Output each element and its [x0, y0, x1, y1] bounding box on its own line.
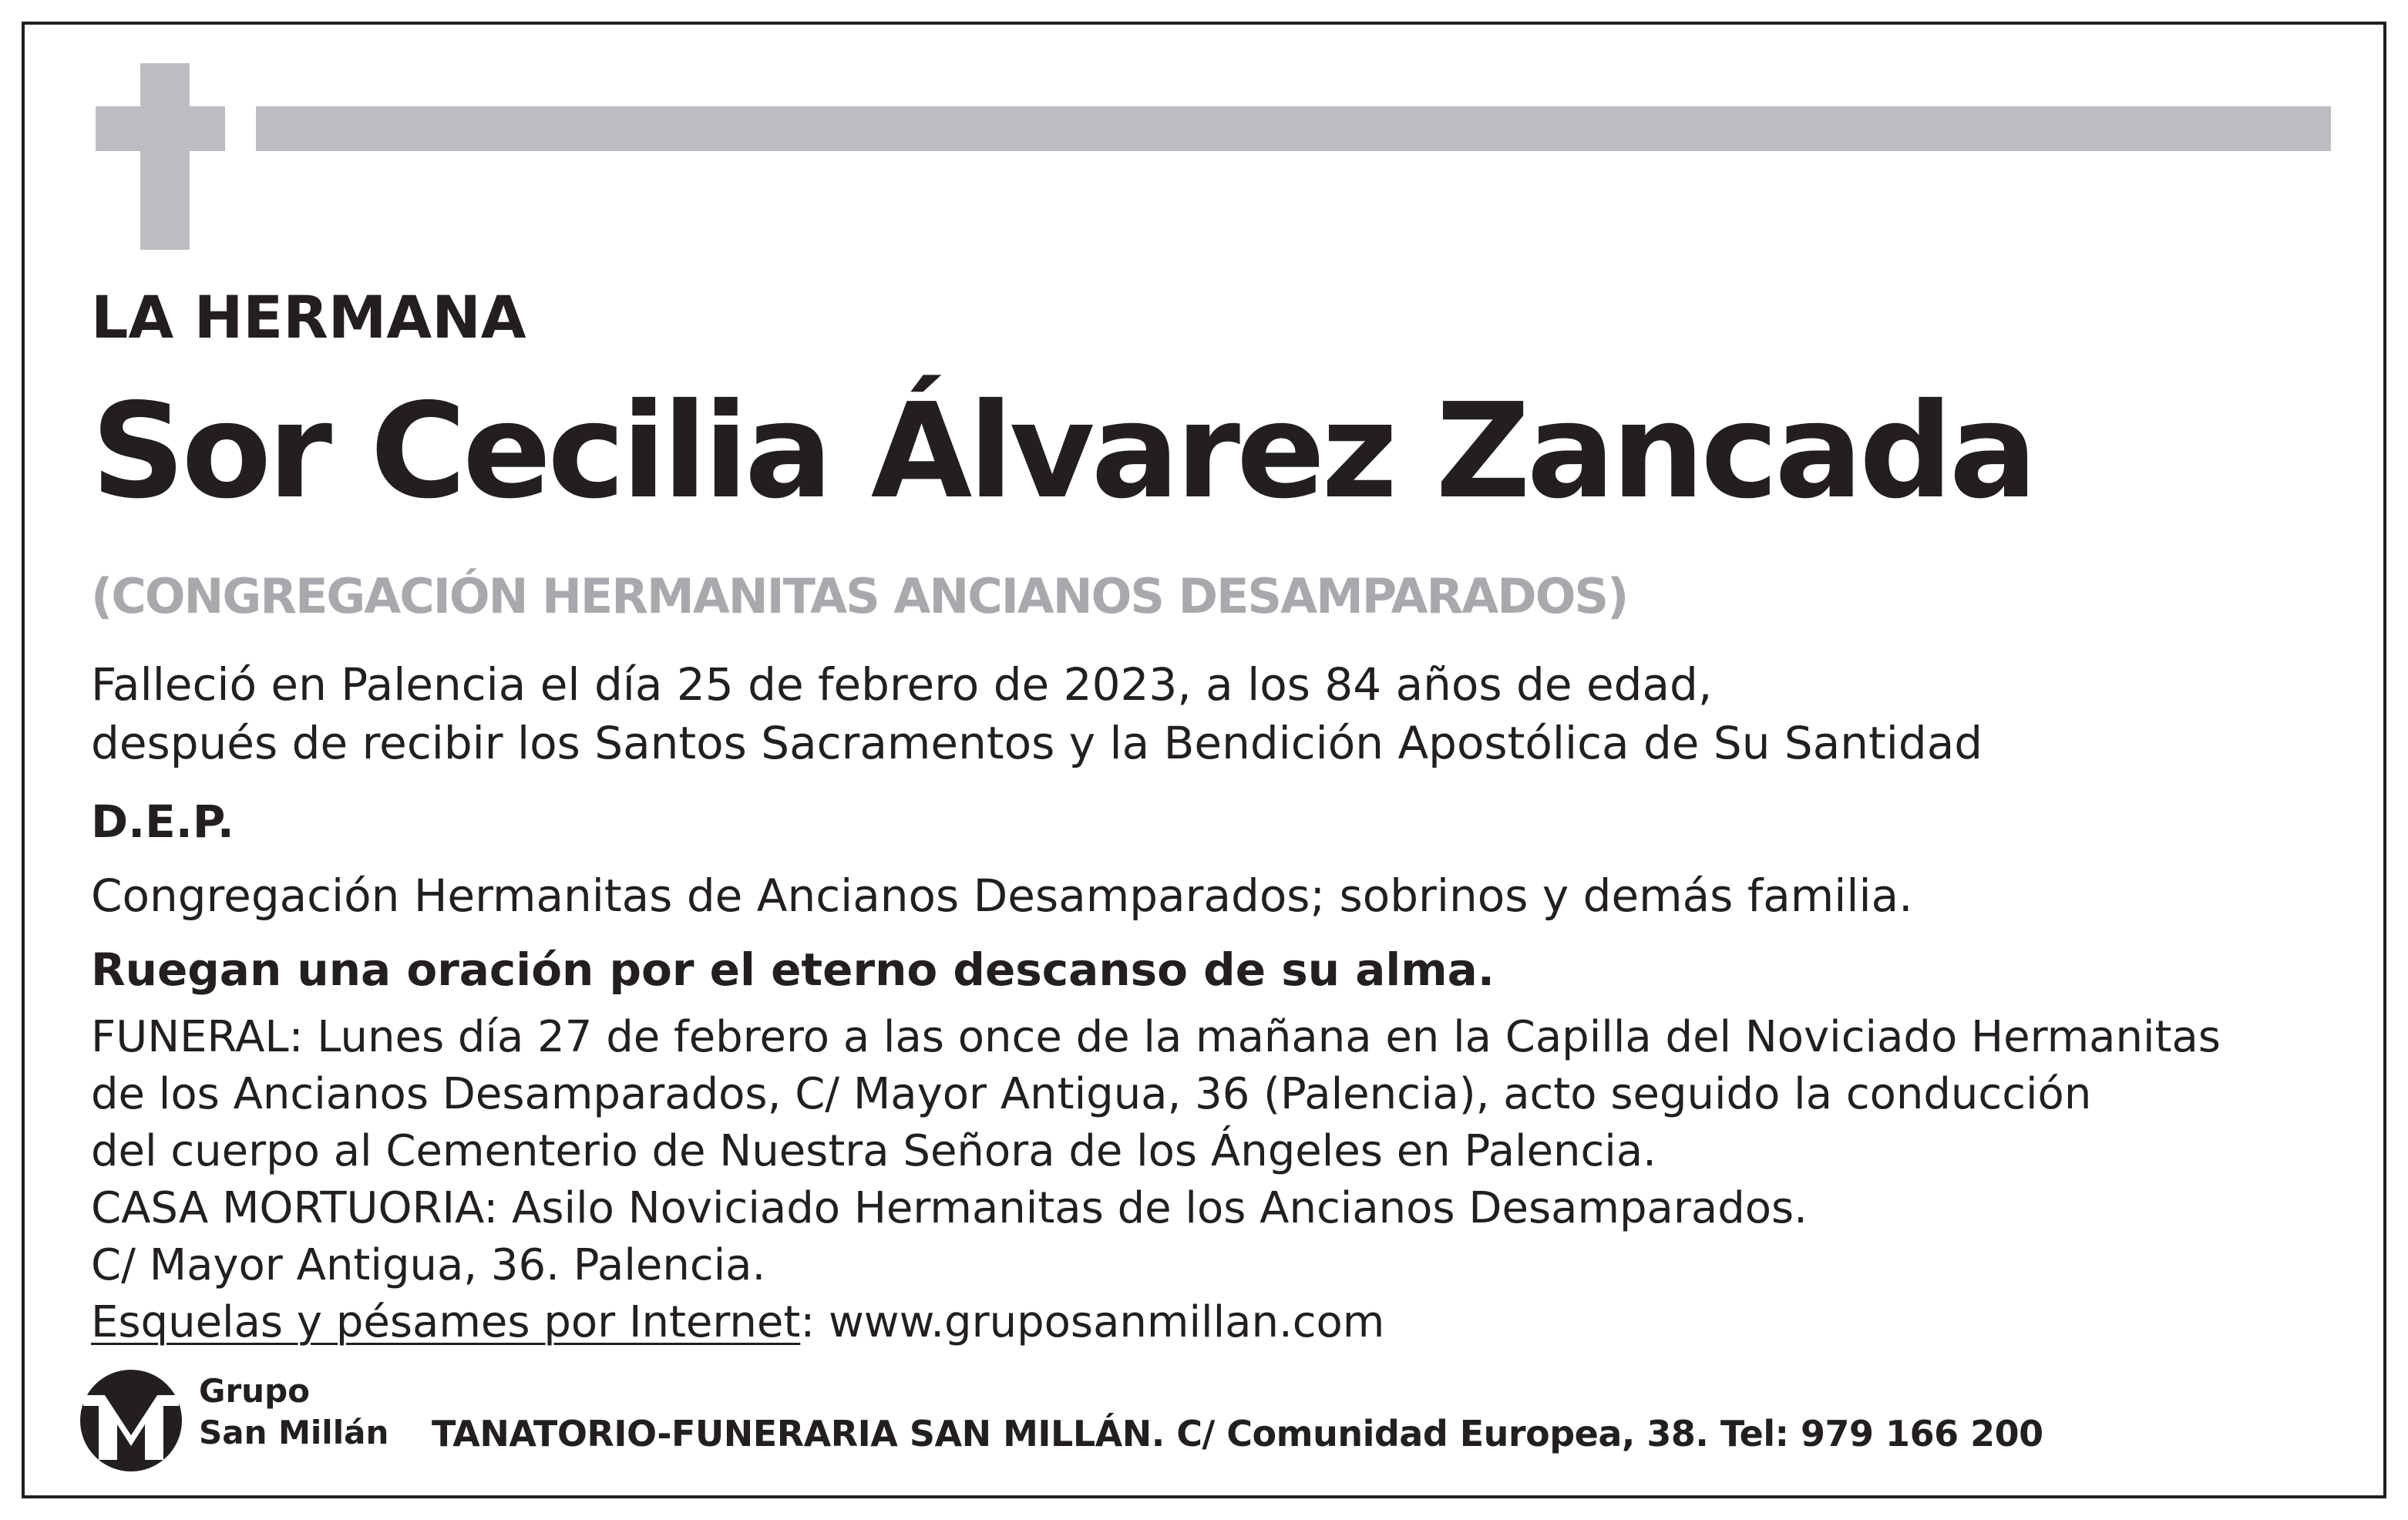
- internet-separator: :: [800, 1297, 829, 1347]
- funeral-line-2: de los Ancianos Desamparados, C/ Mayor Antigua, 36 (Palencia), acto seguido la conducción: [91, 1069, 2092, 1119]
- internet-url-link[interactable]: www.gruposanmillan.com: [828, 1297, 1385, 1347]
- logo-line-1: Grupo: [199, 1372, 311, 1410]
- prayer-line: Ruegan una oración por el eterno descanso de su alma.: [91, 943, 1495, 996]
- footer-address: TANATORIO-FUNERARIA SAN MILLÁN. C/ Comunidad Europea, 38. Tel: 979 166 200: [432, 1413, 2043, 1454]
- funeral-line-3: del cuerpo al Cementerio de Nuestra Señora de los Ángeles en Palencia.: [91, 1126, 1656, 1176]
- header-bar: [256, 106, 2331, 151]
- logo-line-2: San Millán: [199, 1414, 389, 1451]
- internet-label: Esquelas y pésames por Internet: [91, 1297, 801, 1347]
- internet-line: [91, 1295, 1384, 1350]
- deceased-name: Sor Cecilia Álvarez Zancada: [91, 375, 2034, 528]
- death-line-1: Falleció en Palencia el día 25 de febrero de 2023, a los 84 años de edad,: [91, 658, 1713, 711]
- grupo-san-millan-logo-icon: [77, 1364, 185, 1477]
- casa-mortuoria-line-1: CASA MORTUORIA: Asilo Noviciado Hermanitas de los Ancianos Desamparados.: [91, 1183, 1808, 1233]
- funeral-line-1: FUNERAL: Lunes día 27 de febrero a las once de la mañana en la Capilla del Noviciado Hermanitas: [91, 1012, 2221, 1062]
- family-line: Congregación Hermanitas de Ancianos Desamparados; sobrinos y demás familia.: [91, 869, 1913, 922]
- logo-wordmark: [199, 1370, 388, 1454]
- kicker-title: LA HERMANA: [91, 283, 526, 351]
- congregation-subtitle: (CONGREGACIÓN HERMANITAS ANCIANOS DESAMPARADOS): [91, 568, 1628, 624]
- cross-icon-vertical: [140, 63, 190, 250]
- death-line-2: después de recibir los Santos Sacramentos y la Bendición Apostólica de Su Santidad: [91, 717, 1983, 769]
- casa-mortuoria-line-2: C/ Mayor Antigua, 36. Palencia.: [91, 1240, 766, 1290]
- cross-icon-horizontal: [96, 106, 225, 151]
- dep-text: D.E.P.: [91, 795, 234, 848]
